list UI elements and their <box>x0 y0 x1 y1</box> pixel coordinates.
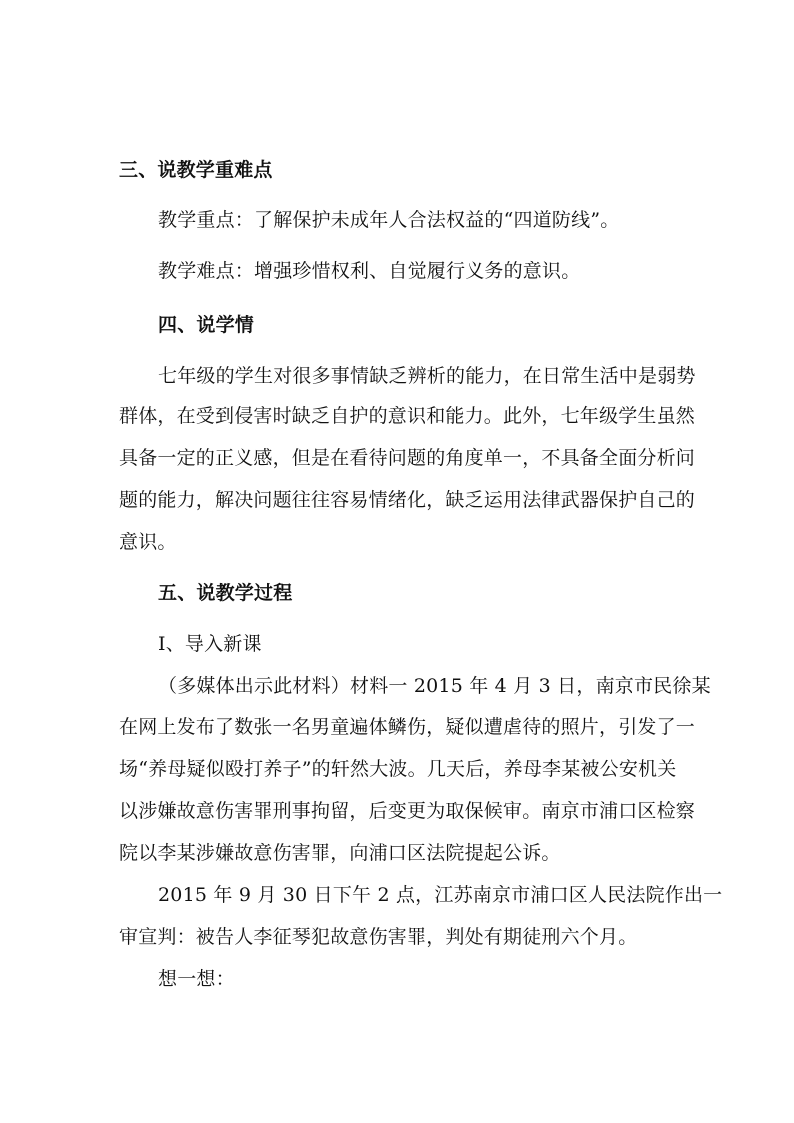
material-line: 场“养母疑似殴打养子”的轩然大波。几天后，养母李某被公安机关 <box>119 758 677 780</box>
key-point-line: 教学重点：了解保护未成年人合法权益的“四道防线”。 <box>158 209 620 231</box>
verdict-line: 审宣判：被告人李征琴犯故意伤害罪，判处有期徒刑六个月。 <box>119 926 638 948</box>
prompt-text: 想一想： <box>158 968 235 990</box>
paragraph-line: 具备一定的正义感，但是在看待问题的角度单一，不具备全面分析问 <box>119 447 696 469</box>
section-heading: 五、说教学过程 <box>158 582 293 604</box>
material-line: （多媒体出示此材料）材料一 2015 年 4 月 3 日，南京市民徐某 <box>158 675 711 697</box>
section-heading: 三、说教学重难点 <box>119 159 273 181</box>
material-line: 以涉嫌故意伤害罪刑事拘留，后变更为取保候审。南京市浦口区检察 <box>119 800 696 822</box>
section-heading: 四、说学情 <box>158 314 255 336</box>
paragraph-line: 意识。 <box>119 531 177 553</box>
material-line: 在网上发布了数张一名男童遍体鳞伤，疑似遭虐待的照片，引发了一 <box>119 716 696 738</box>
paragraph-line: 群体，在受到侵害时缺乏自护的意识和能力。此外，七年级学生虽然 <box>119 405 696 427</box>
material-line: 院以李某涉嫌故意伤害罪，向浦口区法院提起公诉。 <box>119 842 561 864</box>
difficult-point-line: 教学难点：增强珍惜权利、自觉履行义务的意识。 <box>158 260 581 282</box>
paragraph-line: 七年级的学生对很多事情缺乏辨析的能力，在日常生活中是弱势 <box>158 365 696 387</box>
verdict-line: 2015 年 9 月 30 日下午 2 点，江苏南京市浦口区人民法院作出一 <box>158 884 723 906</box>
subheading: Ⅰ、导入新课 <box>158 633 262 655</box>
paragraph-line: 题的能力，解决问题往往容易情绪化，缺乏运用法律武器保护自己的 <box>119 489 696 511</box>
